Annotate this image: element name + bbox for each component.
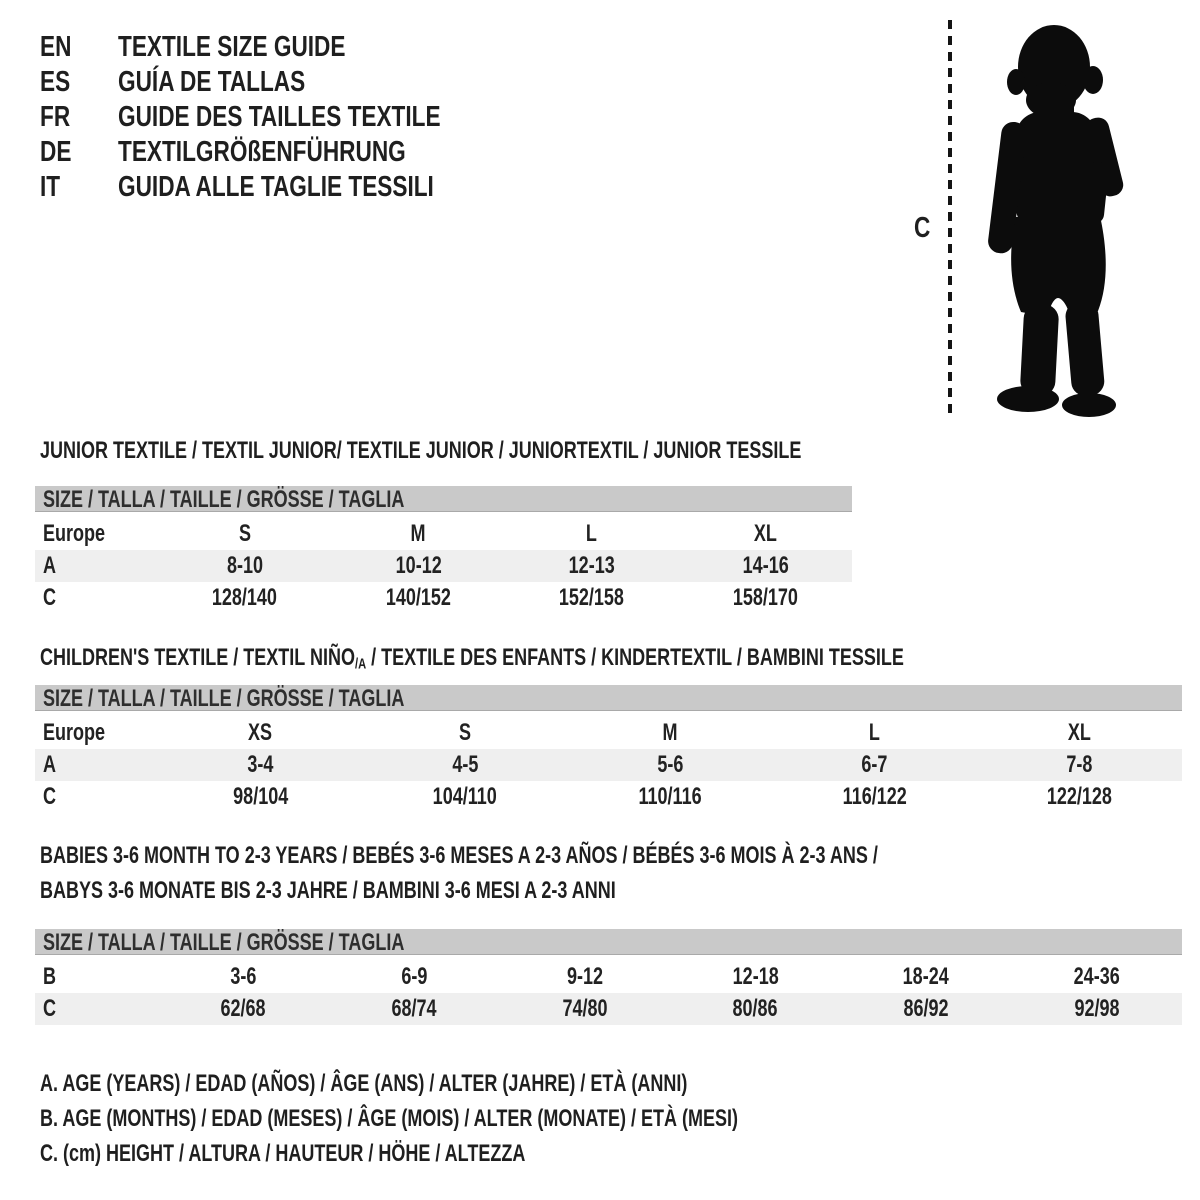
guide-title-fr: GUIDE DES TAILLES TEXTILE xyxy=(118,101,441,133)
row-label: B xyxy=(43,963,57,990)
guide-title-es: GUÍA DE TALLAS xyxy=(118,66,306,98)
babies-section-title-line2: BABYS 3-6 MONATE BIS 2-3 JAHRE / BAMBINI 3-6 MESI A 2-3 ANNI xyxy=(40,877,616,904)
language-row-en xyxy=(40,30,532,65)
language-code: ES xyxy=(40,66,71,98)
row-label: Europe xyxy=(43,719,106,746)
legend-line-c: C. (cm) HEIGHT / ALTURA / HAUTEUR / HÖHE / ALTEZZA xyxy=(40,1140,526,1167)
legend-line-a: A. AGE (YEARS) / EDAD (AÑOS) / ÂGE (ANS) / ALTER (JAHRE) / ETÀ (ANNI) xyxy=(40,1070,688,1097)
children-row-europe: Europe XS S M L XL xyxy=(43,719,1092,746)
children-row-height: C 98/104 104/110 110/116 116/122 122/128 xyxy=(43,783,1113,810)
row-label: Europe xyxy=(43,520,106,547)
babies-row-height: C 62/68 68/74 74/80 80/86 86/92 92/98 xyxy=(35,993,1182,1025)
language-row-de xyxy=(40,135,532,170)
children-table-header-band: SIZE / TALLA / TAILLE / GRÖSSE / TAGLIA xyxy=(35,685,1182,711)
babies-size-table xyxy=(35,929,1182,1025)
language-code: FR xyxy=(40,101,71,133)
children-size-table xyxy=(35,685,1182,813)
babies-row-months: B 3-6 6-9 9-12 12-18 18-24 24-36 xyxy=(43,963,1120,990)
babies-section-title-line1: BABIES 3-6 MONTH TO 2-3 YEARS / BEBÉS 3-6 MESES A 2-3 AÑOS / BÉBÉS 3-6 MOIS À 2-3 ANS / xyxy=(40,842,878,869)
legend-line-b: B. AGE (MONTHS) / EDAD (MESES) / ÂGE (MOIS) / ALTER (MONATE) / ETÀ (MESI) xyxy=(40,1105,738,1132)
measurement-legend xyxy=(40,1066,971,1171)
children-section-title: CHILDREN'S TEXTILE / TEXTIL $NIÑO_{/A}$ / TEXTILE DES ENFANTS / KINDERTEXTIL / BAMBINI TESSILE xyxy=(40,644,904,673)
language-heading-list xyxy=(40,30,532,205)
language-row-it xyxy=(40,170,532,205)
row-label: C xyxy=(43,783,57,810)
language-code: IT xyxy=(40,171,61,203)
junior-row-europe: Europe S M L XL xyxy=(43,520,777,547)
row-label: C xyxy=(43,995,57,1022)
language-code: EN xyxy=(40,31,72,63)
toddler-silhouette xyxy=(958,12,1150,420)
guide-title-de: TEXTILGRÖßENFÜHRUNG xyxy=(118,136,406,168)
language-row-es xyxy=(40,65,532,100)
height-measure-dashed-line xyxy=(948,20,952,416)
nino-a-subscript: /A xyxy=(354,656,367,673)
guide-title-it: GUIDA ALLE TAGLIE TESSILI xyxy=(118,171,434,203)
junior-size-table xyxy=(35,486,852,614)
children-row-age: A 3-4 4-5 5-6 6-7 7-8 xyxy=(35,749,1182,781)
row-label: A xyxy=(43,552,57,579)
guide-title-en: TEXTILE SIZE GUIDE xyxy=(118,31,346,63)
junior-section-title: JUNIOR TEXTILE / TEXTIL JUNIOR/ TEXTILE JUNIOR / JUNIORTEXTIL / JUNIOR TESSILE xyxy=(40,437,802,464)
junior-row-age: A 8-10 10-12 12-13 14-16 xyxy=(35,550,852,582)
junior-row-height: C 128/140 140/152 152/158 158/170 xyxy=(43,584,798,611)
babies-table-header-band: SIZE / TALLA / TAILLE / GRÖSSE / TAGLIA xyxy=(35,929,1182,955)
language-code: DE xyxy=(40,136,72,168)
height-measure-label: C xyxy=(914,212,931,244)
row-label: C xyxy=(43,584,57,611)
row-label: A xyxy=(43,751,57,778)
junior-table-header-band: SIZE / TALLA / TAILLE / GRÖSSE / TAGLIA xyxy=(35,486,852,512)
language-row-fr xyxy=(40,100,532,135)
